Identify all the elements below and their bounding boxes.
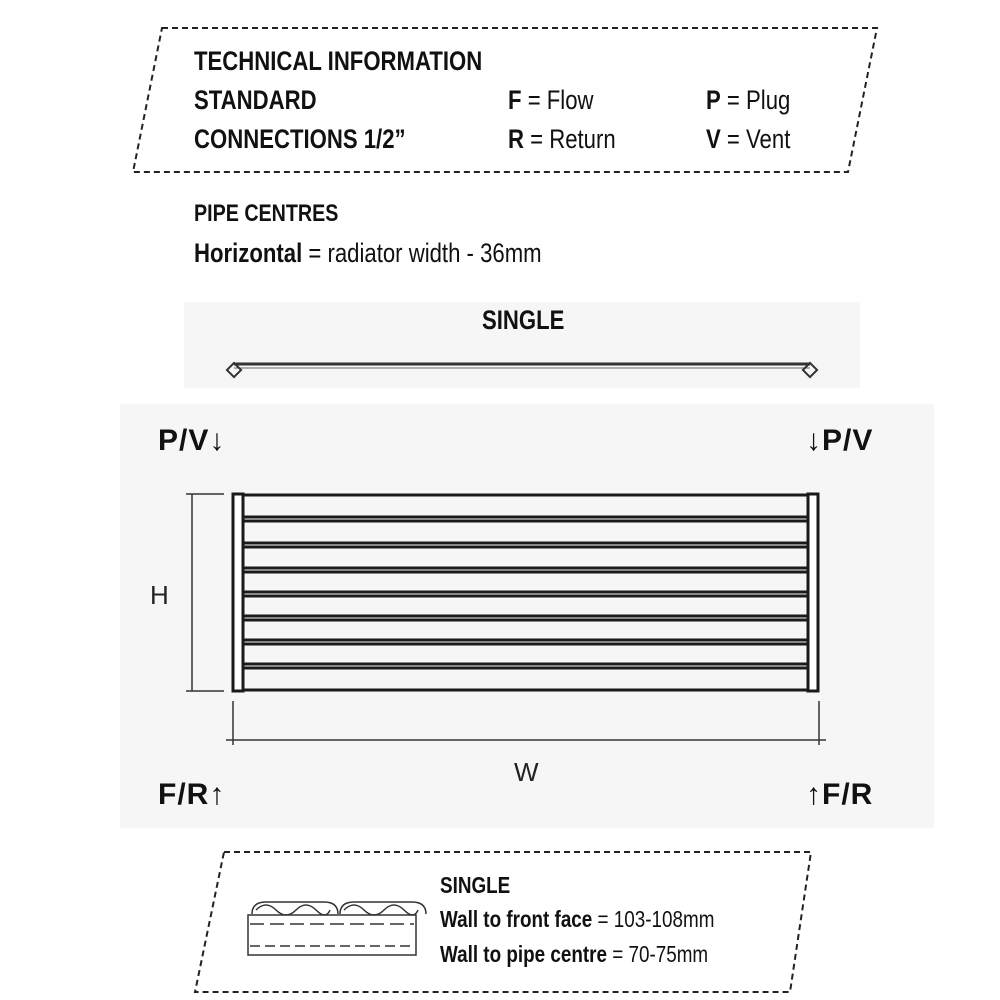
radiator-profile-icon xyxy=(248,902,426,955)
legend-flow-value: = Flow xyxy=(527,85,594,115)
profile-pipe-label: Wall to pipe centre xyxy=(440,941,607,967)
legend-plug-value: = Plug xyxy=(726,85,791,115)
arrow-up-icon: ↑ xyxy=(806,778,822,811)
pipe-centres-label: Horizontal xyxy=(194,238,303,268)
legend-return-key: R xyxy=(508,124,524,154)
legend-plug-key: P xyxy=(706,85,721,115)
pipe-centres-heading: PIPE CENTRES xyxy=(194,200,339,227)
profile-pipe-value: = 70-75mm xyxy=(612,941,709,967)
profile-title: SINGLE xyxy=(440,872,511,898)
pipe-centres-text: = radiator width - 36mm xyxy=(308,238,542,268)
top-left-connection-label: P/V xyxy=(158,424,210,457)
arrow-down-icon: ↓ xyxy=(209,424,226,457)
standard-label: STANDARD xyxy=(194,85,317,115)
legend-return-value: = Return xyxy=(530,124,616,154)
top-right-connection-label: P/V xyxy=(822,424,874,457)
arrow-down-icon: ↓ xyxy=(806,424,822,457)
connections-label: CONNECTIONS 1/2” xyxy=(194,124,406,154)
tech-info-title: TECHNICAL INFORMATION xyxy=(194,46,483,76)
bottom-right-connection-label: F/R xyxy=(822,778,874,811)
bottom-left-connection-label: F/R xyxy=(158,778,210,811)
profile-front-value: = 103-108mm xyxy=(597,906,715,932)
width-dimension-label: W xyxy=(514,757,539,787)
profile-front-row xyxy=(440,906,714,933)
legend-vent-value: = Vent xyxy=(726,124,791,154)
profile-pipe-row xyxy=(440,941,708,968)
height-dimension-label: H xyxy=(150,580,169,610)
arrow-up-icon: ↑ xyxy=(209,778,226,811)
legend-flow-key: F xyxy=(508,85,522,115)
profile-front-label: Wall to front face xyxy=(440,906,593,932)
diagram-title: SINGLE xyxy=(482,305,565,335)
legend-vent-key: V xyxy=(706,124,721,154)
